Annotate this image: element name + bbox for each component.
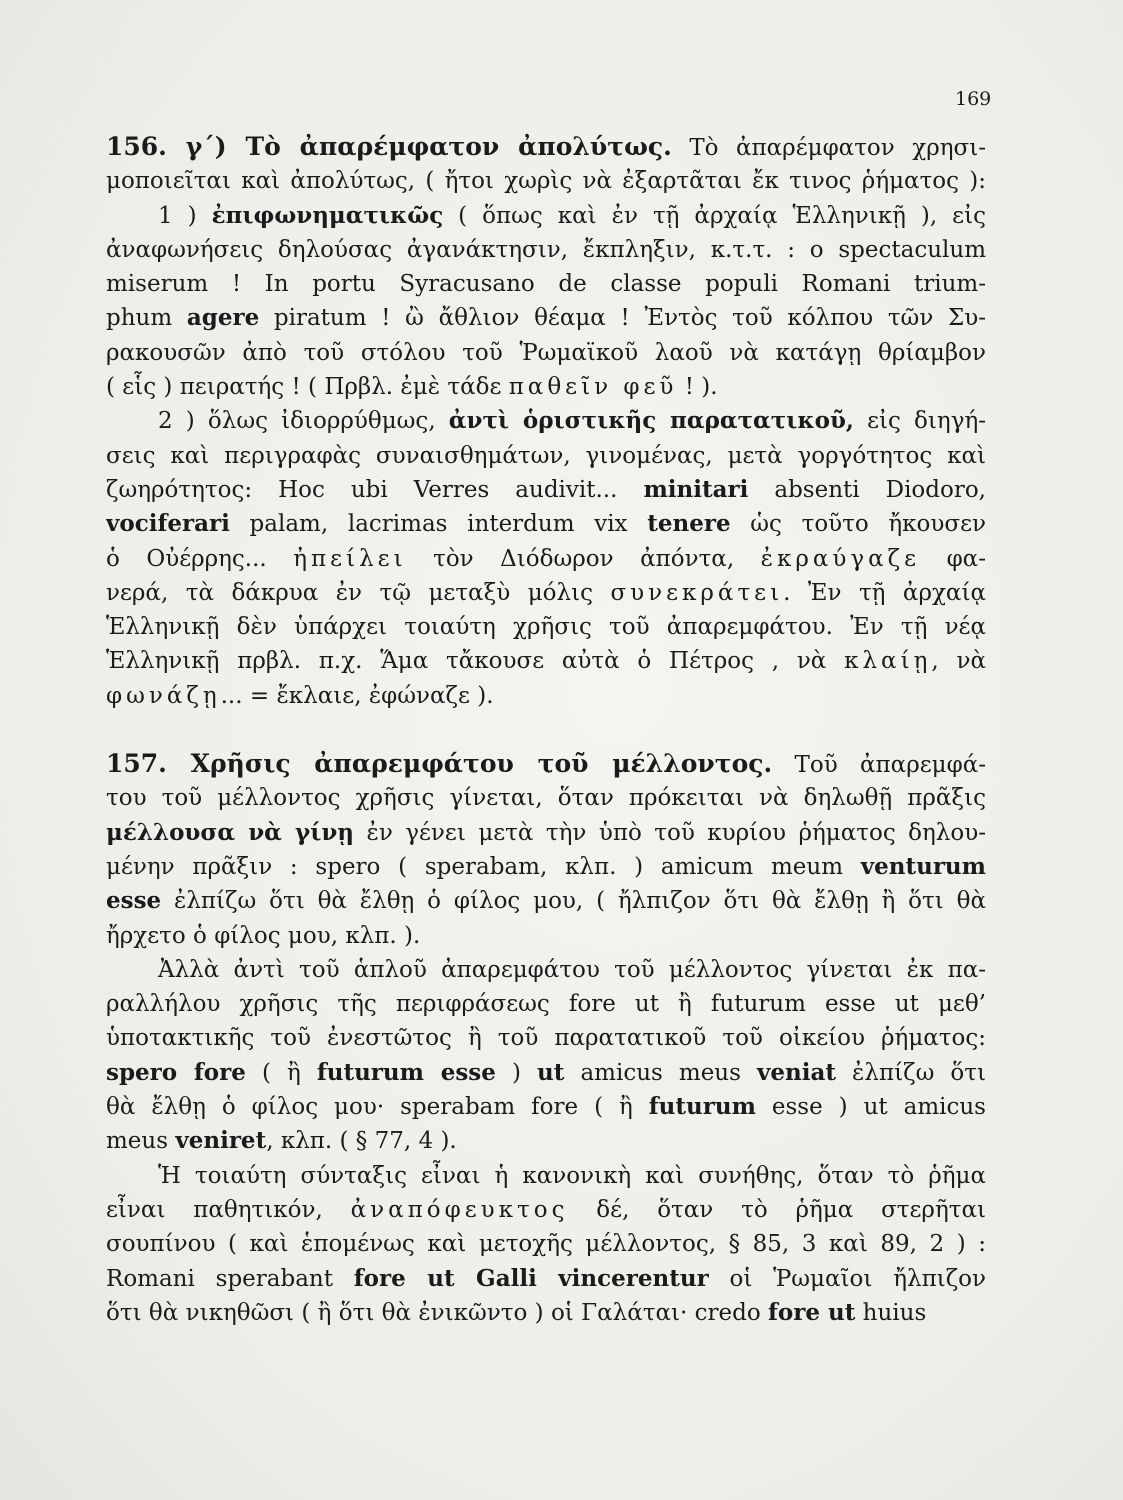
text-run: ζωηρότητος: Hoc ubi Verres audivit... xyxy=(106,476,644,503)
bold-term: futurum esse xyxy=(316,1058,496,1086)
text-line xyxy=(106,507,986,541)
bold-term: venturum xyxy=(860,852,986,880)
text-run: phum xyxy=(106,305,187,332)
text-line xyxy=(106,1159,986,1193)
text-run: ὅτι θὰ νικηθῶσι ( ἢ ὅτι θὰ ἐνικῶντο ) οἱ Γαλάται· credo xyxy=(106,1299,769,1326)
bold-term: tenere xyxy=(647,510,731,538)
text-run: οἱ Ῥωμαῖοι ἤλπιζον xyxy=(708,1265,986,1292)
text-run: εἰς διηγή- xyxy=(853,408,986,435)
text-line xyxy=(106,1296,986,1330)
text-run: Ἀλλὰ ἀντὶ τοῦ ἁπλοῦ ἀπαρεμφάτου τοῦ μέλλοντος γίνεται ἐκ πα- xyxy=(158,956,986,983)
spaced-term: ἠπείλει xyxy=(293,545,407,572)
bold-term: esse xyxy=(106,887,162,915)
text-run: ἐλπίζω ὅτι θὰ ἔλθῃ ὁ φίλος μου, ( ἤλπιζον ὅτι θὰ ἔλθῃ ἢ ὅτι θὰ xyxy=(161,888,986,915)
text-run: ρακουσῶν ἀπὸ τοῦ στόλου τοῦ Ῥωμαϊκοῦ λαοῦ νὰ κατάγῃ θρίαμβον xyxy=(106,339,986,366)
bold-term: veniret xyxy=(175,1127,267,1155)
text-run: , νὰ xyxy=(931,648,986,675)
text-line xyxy=(106,164,986,198)
text-run: του τοῦ μέλλοντος χρῆσις γίνεται, ὅταν πρόκειται νὰ δηλωθῇ πρᾶξις xyxy=(106,785,986,812)
bold-term: minitari xyxy=(643,475,749,503)
text-line xyxy=(106,1056,986,1090)
text-run: ) xyxy=(495,1059,538,1086)
text-run: Ἡ τοιαύτη σύνταξις εἶναι ἡ κανονικὴ καὶ συνήθης, ὅταν τὸ ῥῆμα xyxy=(158,1162,986,1189)
text-line xyxy=(106,644,986,678)
bold-term: fore ut Galli vincerentur xyxy=(353,1264,709,1292)
text-run: esse ) ut amicus xyxy=(755,1094,986,1121)
bold-term: vociferari xyxy=(106,510,230,538)
text-run: meus xyxy=(106,1128,176,1155)
text-run: μοποιεῖται καὶ ἀπολύτως, ( ἤτοι χωρὶς νὰ ἐξαρτᾶται ἔκ τινος ῥήματος ): xyxy=(106,168,986,195)
text-run: amicus meus xyxy=(564,1059,757,1086)
text-line xyxy=(106,130,986,164)
bold-term: fore ut xyxy=(768,1298,856,1326)
text-run: ( ἢ xyxy=(245,1059,317,1086)
text-run: ἀναφωνήσεις δηλούσας ἀγανάκτησιν, ἔκπληξιν, κ.τ.τ. : o spectaculum xyxy=(106,236,986,263)
text-run: ραλλήλου χρῆσις τῆς περιφράσεως fore ut ἢ futurum esse ut μεθ’ xyxy=(106,991,986,1018)
text-run: ( ὅπως καὶ ἐν τῇ ἀρχαίᾳ Ἑλληνικῇ ), εἰς xyxy=(443,202,986,229)
text-run: Ἑλληνικῇ πρβλ. π.χ. Ἅμα τἄκουσε αὐτὰ ὁ Πέτρος , νὰ xyxy=(106,648,845,675)
text-run: Τὸ ἀπαρέμφατον χρησι- xyxy=(671,135,986,161)
text-line xyxy=(106,1021,986,1055)
text-run: palam, lacrimas interdum vix xyxy=(229,511,648,538)
text-line xyxy=(106,542,986,576)
bold-term: agere xyxy=(186,304,260,332)
spaced-term: παθεῖν φεῦ xyxy=(508,374,678,401)
bold-term: μέλλουσα νὰ γίνῃ xyxy=(106,818,355,846)
text-run: huius xyxy=(855,1299,927,1326)
text-run: ... = ἔκλαιε, ἐφώναζε ). xyxy=(220,682,494,709)
text-run: ὑποτακτικῆς τοῦ ἐνεστῶτος ἢ τοῦ παρατατικοῦ τοῦ οἰκείου ῥήματος: xyxy=(106,1025,986,1052)
text-line xyxy=(106,781,986,815)
text-run: Romani sperabant xyxy=(106,1265,354,1292)
text-line xyxy=(106,301,986,335)
bold-term: ἐπιφωνηματικῶς xyxy=(211,201,444,229)
text-run: 2 ) ὅλως ἰδιορρύθμως, xyxy=(158,408,449,435)
text-run: θὰ ἔλθῃ ὁ φίλος μου· sperabam fore ( ἢ xyxy=(106,1094,649,1121)
text-run: φα- xyxy=(920,545,986,572)
text-line xyxy=(106,336,986,370)
text-run: εἶναι παθητικόν, xyxy=(106,1196,351,1223)
text-run: ὡς τοῦτο ἤκουσεν xyxy=(730,511,986,538)
text-line xyxy=(106,919,986,953)
text-run: Ἑλληνικῇ δὲν ὑπάρχει τοιαύτη χρῆσις τοῦ ἀπαρεμφάτου. Ἐν τῇ νέᾳ xyxy=(106,614,986,641)
section-heading: 157. Χρῆσις ἀπαρεμφάτου τοῦ μέλλοντος. xyxy=(106,749,773,779)
text-line xyxy=(106,439,986,473)
text-line xyxy=(106,679,986,713)
text-run: , κλπ. ( § 77, 4 ). xyxy=(266,1128,457,1155)
page-number: 169 xyxy=(955,88,992,110)
text-run: νερά, τὰ δάκρυα ἐν τῷ μεταξὺ μόλις xyxy=(106,579,611,606)
text-run: μένην πρᾶξιν : spero ( sperabam, κλπ. ) amicum meum xyxy=(106,853,861,880)
spaced-term: ἀναπόφευκτος xyxy=(350,1196,569,1223)
text-block xyxy=(106,130,986,1330)
text-line xyxy=(106,816,986,850)
text-line xyxy=(106,610,986,644)
text-run: ἤρχετο ὁ φίλος μου, κλπ. ). xyxy=(106,922,421,949)
text-run: ὁ Οὐέρρης... xyxy=(106,545,294,572)
text-line xyxy=(106,199,986,233)
bold-term: spero fore xyxy=(106,1058,246,1086)
text-run: δέ, ὅταν τὸ ῥῆμα στερῆται xyxy=(568,1196,986,1223)
text-run: ( εἷς ) πειρατής ! ( Πρβλ. ἐμὲ τάδε xyxy=(106,374,509,401)
bold-term: ἀντὶ ὁριστικῆς παρατατικοῦ, xyxy=(448,407,854,435)
section-gap xyxy=(106,713,986,747)
text-line xyxy=(106,1090,986,1124)
text-run: τὸν Διόδωρον ἀπόντα, xyxy=(406,545,761,572)
text-line xyxy=(106,1262,986,1296)
text-run: 1 ) xyxy=(158,202,212,229)
bold-term: ut xyxy=(537,1058,565,1086)
text-line xyxy=(106,1193,986,1227)
text-line xyxy=(106,1124,986,1158)
bold-term: futurum xyxy=(648,1093,756,1121)
text-run: ! ). xyxy=(677,374,718,401)
text-line xyxy=(106,953,986,987)
text-run: σουπίνου ( καὶ ἑπομένως καὶ μετοχῆς μέλλοντος, § 85, 3 καὶ 89, 2 ) : xyxy=(106,1231,986,1258)
text-line xyxy=(106,267,986,301)
text-run: Τοῦ ἀπαρεμφά- xyxy=(772,752,986,779)
text-line xyxy=(106,404,986,438)
text-run: ἐλπίζω ὅτι xyxy=(835,1059,986,1086)
text-line xyxy=(106,1227,986,1261)
text-run: ἐν γένει μετὰ τὴν ὑπὸ τοῦ κυρίου ῥήματος δηλου- xyxy=(354,819,986,846)
text-line xyxy=(106,747,986,781)
text-run: σεις καὶ περιγραφὰς συναισθημάτων, γινομένας, μετὰ γοργότητος καὶ xyxy=(106,442,986,469)
text-run: . Ἐν τῇ ἀρχαίᾳ xyxy=(783,579,986,606)
section-heading: 156. γ΄) Τὸ ἀπαρέμφατον ἀπολύτως. xyxy=(106,132,672,161)
text-line xyxy=(106,850,986,884)
text-line xyxy=(106,473,986,507)
text-run: absenti Diodoro, xyxy=(748,476,986,503)
text-line xyxy=(106,233,986,267)
text-run: piratum ! ὢ ἄθλιον θέαμα ! Ἐντὸς τοῦ κόλπου τῶν Συ- xyxy=(259,305,986,332)
spaced-term: συνεκράτει xyxy=(610,579,784,606)
text-line xyxy=(106,576,986,610)
bold-term: veniat xyxy=(757,1058,836,1086)
spaced-term: φωνάζῃ xyxy=(106,682,221,709)
text-line xyxy=(106,987,986,1021)
spaced-term: ἐκραύγαζε xyxy=(760,545,921,572)
text-line xyxy=(106,370,986,404)
text-line xyxy=(106,884,986,918)
text-run: miserum ! In portu Syracusano de classe populi Romani trium- xyxy=(106,271,986,298)
spaced-term: κλαίῃ xyxy=(844,648,932,675)
